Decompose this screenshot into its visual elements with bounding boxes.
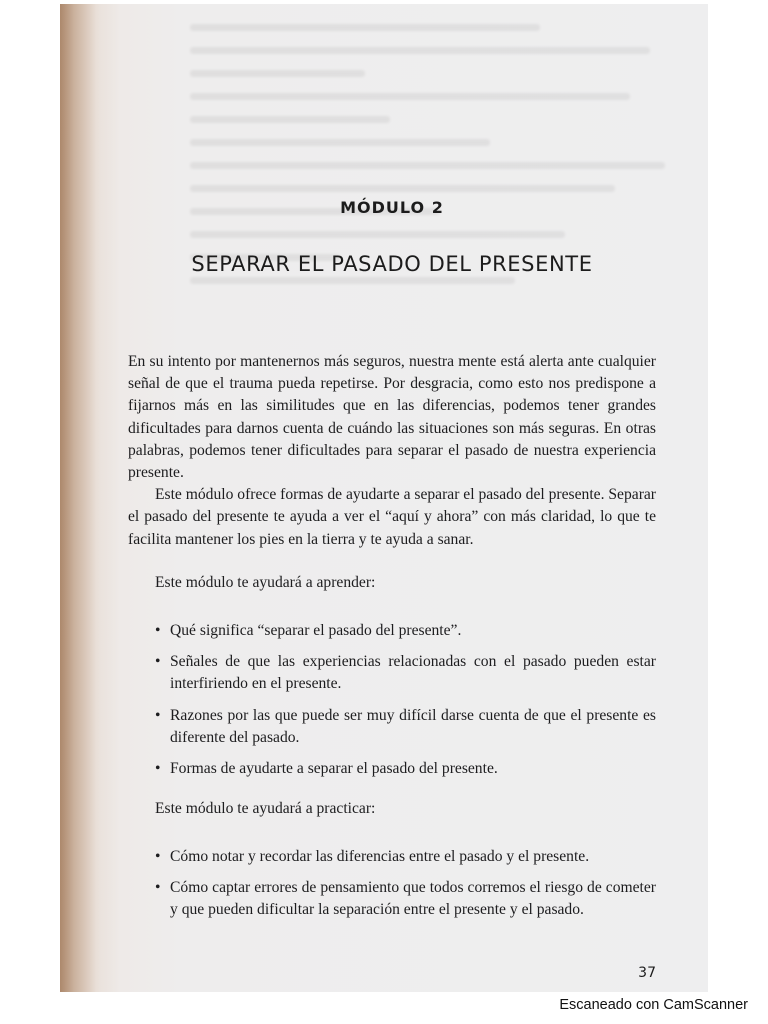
bullet-icon: • (155, 706, 161, 724)
list-item: • Cómo captar errores de pensamiento que todos corremos el riesgo de cometer y que pueden dificultar la separación entre el presente y el pasado. (155, 879, 656, 919)
bullet-icon: • (155, 760, 161, 778)
bullet-icon: • (155, 879, 161, 897)
reverse-side-bleed-through (190, 24, 690, 334)
practice-list (128, 846, 656, 931)
list-item: • Señales de que las experiencias relacionadas con el pasado pueden estar interfiriendo en el presente. (155, 653, 656, 693)
bullet-icon: • (155, 653, 161, 671)
learn-intro: Este módulo te ayudará a aprender: (155, 574, 376, 591)
paragraph: En su intento por mantenernos más seguros, nuestra mente está alerta ante cualquier señal de que el trauma pueda repetirse. Por desgracia, como esto nos predispone a fijarnos más en las similitudes que en las diferencias, podemos tener grandes dificultades para darnos cuenta de cuándo las situaciones son más seguras. En otras palabras, podemos tener dificultades para separar el pasado de nuestra experiencia presente. (128, 353, 656, 482)
practice-intro: Este módulo te ayudará a practicar: (155, 800, 376, 817)
list-item: • Qué significa “separar el pasado del presente”. (128, 620, 656, 642)
list-item: • Formas de ayudarte a separar el pasado del presente. (128, 758, 656, 780)
paragraph: Este módulo ofrece formas de ayudarte a separar el pasado del presente. Separar el pasado del presente te ayuda a ver el “aquí y ahora” con más claridad, lo que te facilita mantener los pies en la tierra y te ayuda a sanar. (128, 486, 656, 548)
body-text (128, 351, 656, 551)
module-label: MÓDULO 2 (340, 198, 444, 217)
list-item: • Razones por las que puede ser muy difícil darse cuenta de que el presente es diferente del pasado. (155, 706, 656, 746)
book-spine-shadow (60, 4, 120, 992)
scanned-page-photo (60, 4, 708, 992)
bullet-icon: • (155, 848, 161, 865)
module-title: SEPARAR EL PASADO DEL PRESENTE (191, 252, 593, 276)
page-number: 37 (638, 965, 656, 981)
scanner-watermark: Escaneado con CamScanner (559, 997, 748, 1013)
learn-list (128, 620, 656, 789)
list-item: • Cómo notar y recordar las diferencias entre el pasado y el presente. (128, 846, 656, 868)
bullet-icon: • (155, 622, 161, 639)
